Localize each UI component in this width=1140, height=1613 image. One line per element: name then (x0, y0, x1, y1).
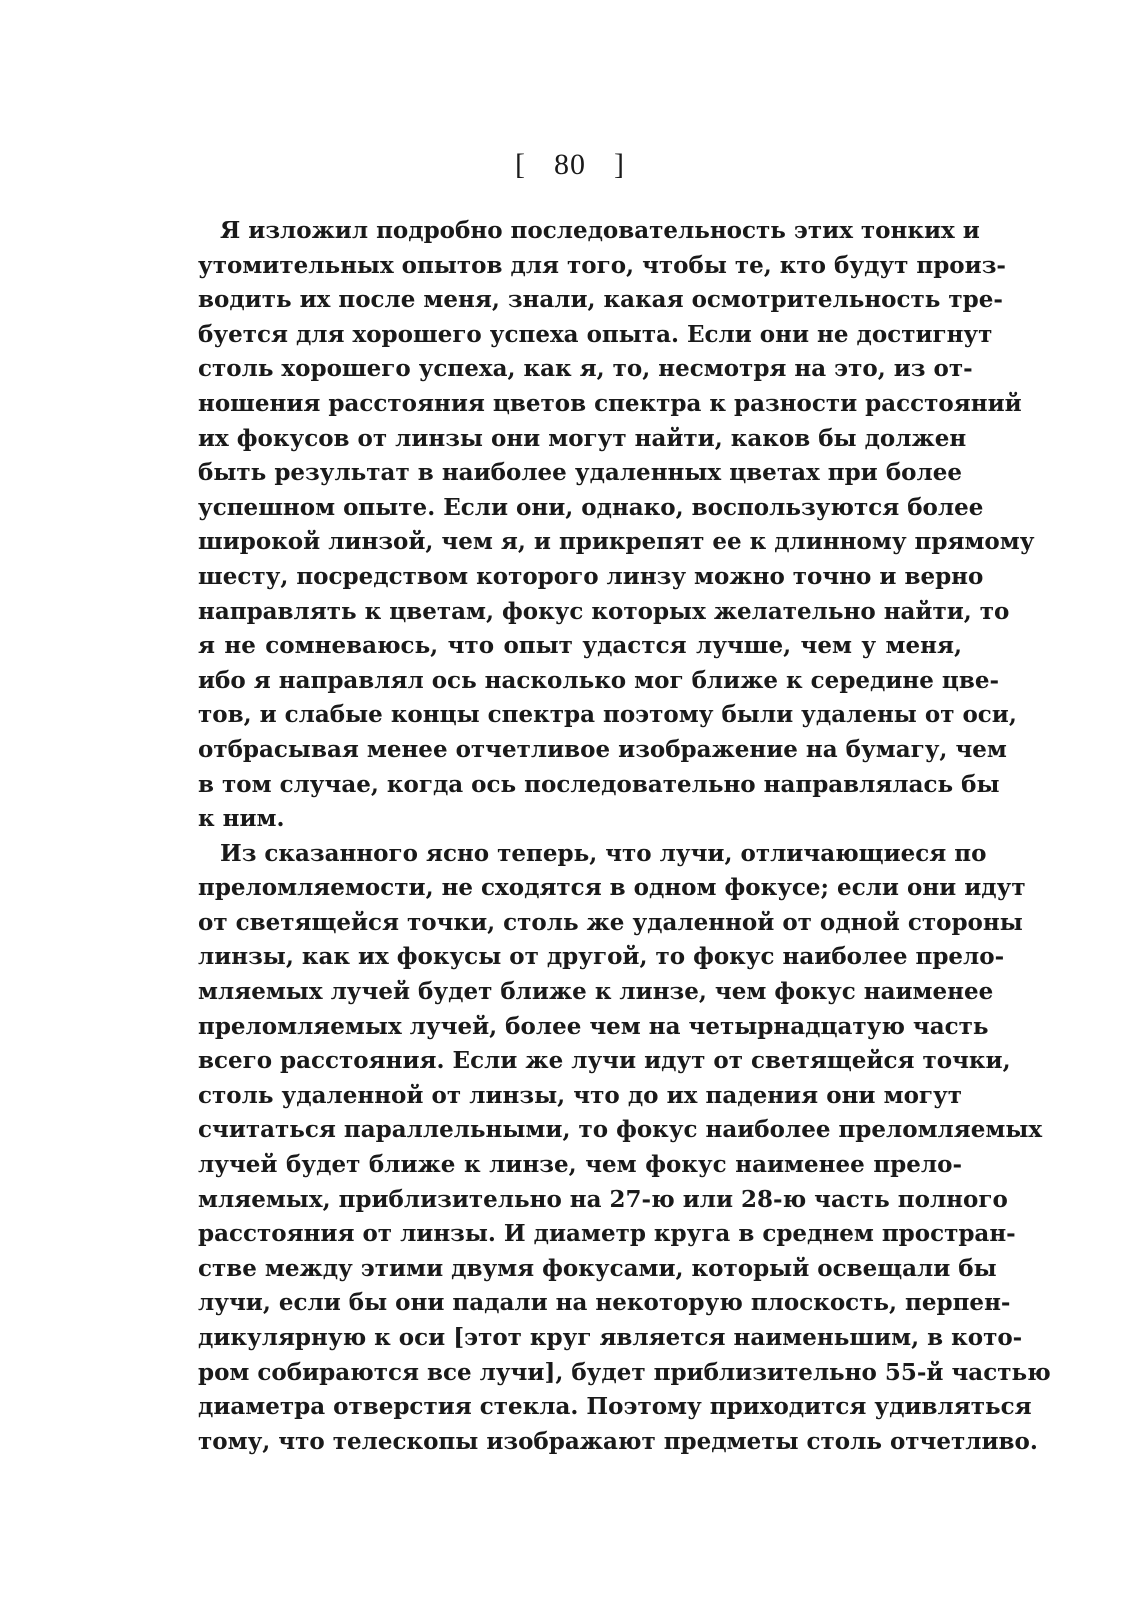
paragraph-1-line: направлять к цветам, фокус которых желательно найти, то (198, 597, 1010, 625)
page-number-value: 80 (554, 148, 586, 181)
paragraph-2-line: дикулярную к оси [этот круг является наименьшим, в кото- (198, 1324, 1023, 1351)
paragraph-1-line: утомительных опытов для того, чтобы те, кто будут произ- (198, 251, 1006, 279)
paragraph-2-line: от светящейся точки, столь же удаленной от одной стороны (198, 908, 1023, 936)
paragraph-2-line: лучи, если бы они падали на некоторую плоскость, перпен- (198, 1289, 1011, 1317)
paragraph-2-line: мляемых лучей будет ближе к линзе, чем фокус наименее (198, 978, 994, 1006)
paragraph-2-line: столь удаленной от линзы, что до их падения они могут (198, 1081, 962, 1109)
paragraph-1-line: ношения расстояния цветов спектра к разности расстояний (198, 389, 1022, 417)
paragraph-2-line: диаметра отверстия стекла. Поэтому приходится удивляться (198, 1393, 1032, 1421)
paragraph-2-line: линзы, как их фокусы от другой, то фокус наиболее прело- (198, 943, 1005, 971)
paragraph-2-line: стве между этими двумя фокусами, который освещали бы (198, 1254, 997, 1282)
paragraph-2-line: ром собираются все лучи], будет приблизительно 55-й частью (198, 1358, 1051, 1386)
paragraph-1-line: успешном опыте. Если они, однако, воспользуются более (198, 493, 984, 521)
paragraph-1-line: буется для хорошего успеха опыта. Если они не достигнут (198, 320, 993, 348)
paragraph-1-line: тов, и слабые концы спектра поэтому были удалены от оси, (198, 701, 1017, 729)
body-text (198, 214, 1051, 1459)
left-bracket: [ (515, 148, 526, 181)
paragraph-2-line: тому, что телескопы изображают предметы столь отчетливо. (198, 1427, 1038, 1455)
paragraph-2-line: всего расстояния. Если же лучи идут от светящейся точки, (198, 1047, 1011, 1075)
paragraph-2-line: лучей будет ближе к линзе, чем фокус наименее прело- (198, 1151, 962, 1179)
paragraph-1-line: их фокусов от линзы они могут найти, каков бы должен (198, 424, 967, 452)
paragraph-1-line: водить их после меня, знали, какая осмотрительность тре- (198, 286, 1003, 314)
paragraph-2-line: считаться параллельными, то фокус наиболее преломляемых (198, 1116, 1043, 1144)
paragraph-1-line: отбрасывая менее отчетливое изображение на бумагу, чем (198, 735, 1007, 763)
paragraph-1-line: столь хорошего успеха, как я, то, несмотря на это, из от- (198, 355, 973, 383)
page-number (0, 148, 1140, 182)
paragraph-2-line: Из сказанного ясно теперь, что лучи, отличающиеся по (220, 839, 987, 867)
paragraph-2-line: расстояния от линзы. И диаметр круга в среднем простран- (198, 1220, 1016, 1248)
paragraph-1-line: широкой линзой, чем я, и прикрепят ее к длинному прямому (198, 528, 1035, 556)
paragraph-1-line: в том случае, когда ось последовательно направлялась бы (198, 770, 1000, 798)
right-bracket: ] (614, 148, 625, 181)
paragraph-2-line: преломляемости, не сходятся в одном фокусе; если они идут (198, 874, 1026, 902)
paragraph-1-line: я не сомневаюсь, что опыт удастся лучше, чем у меня, (198, 632, 962, 660)
paragraph-1-line: к ним. (198, 805, 285, 833)
paragraph-2-line: преломляемых лучей, более чем на четырнадцатую часть (198, 1012, 989, 1040)
paragraph-1-line: Я изложил подробно последовательность этих тонких и (220, 217, 980, 244)
paragraph-2-line: мляемых, приблизительно на 27-ю или 28-ю часть полного (198, 1185, 1008, 1213)
paragraph-1-line: шесту, посредством которого линзу можно точно и верно (198, 562, 984, 590)
paragraph-1-line: быть результат в наиболее удаленных цветах при более (198, 459, 962, 487)
paragraph-1-line: ибо я направлял ось насколько мог ближе к середине цве- (198, 666, 1000, 694)
